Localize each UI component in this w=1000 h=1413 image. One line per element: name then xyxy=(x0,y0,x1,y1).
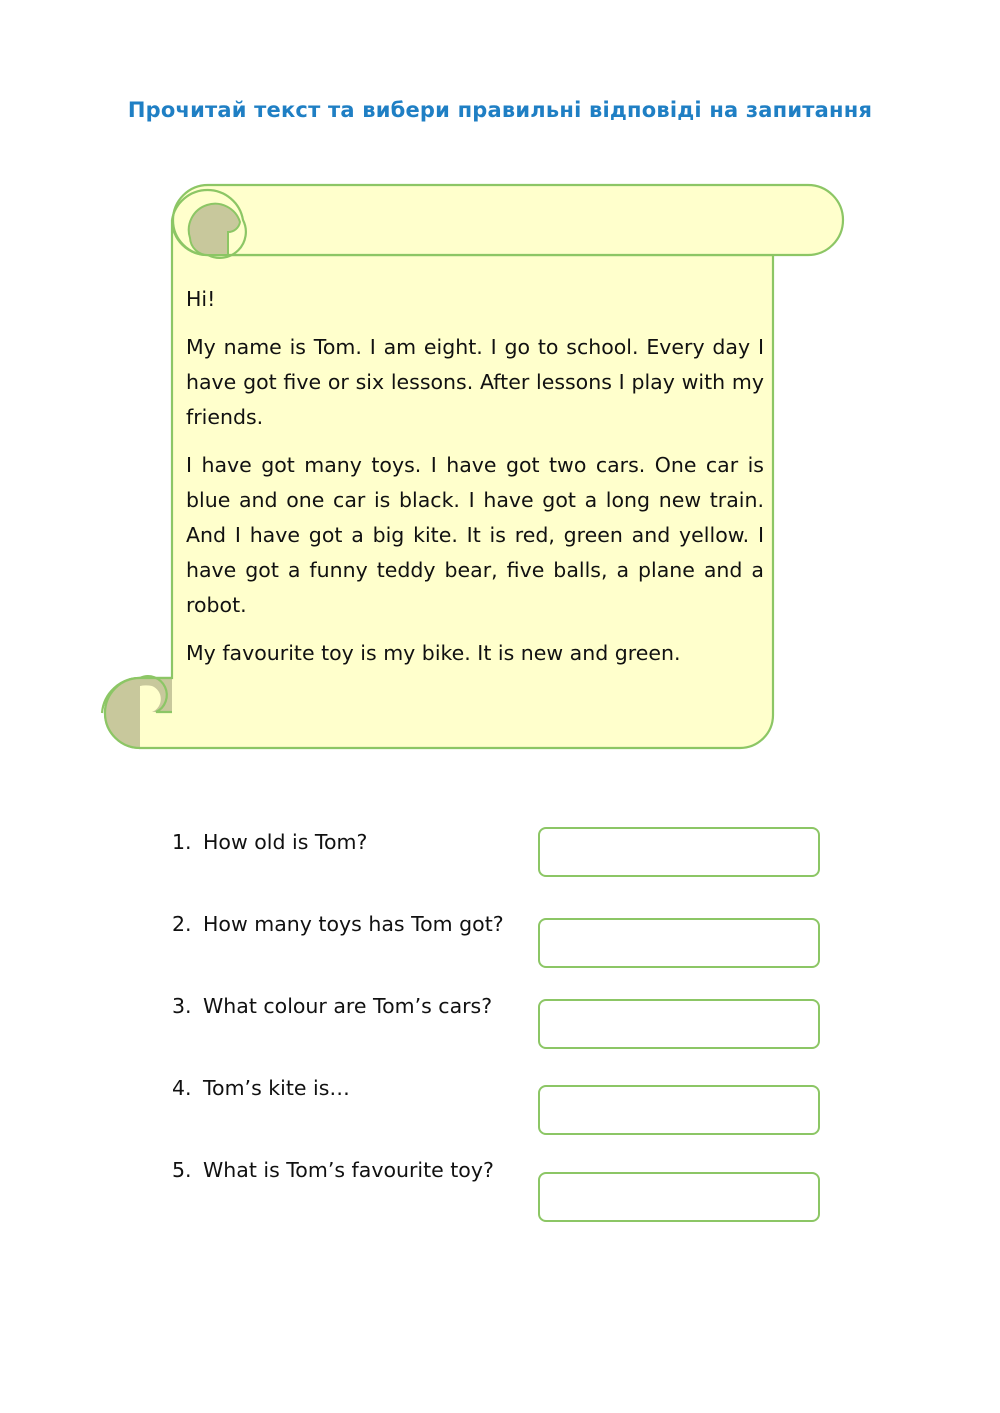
question-text: 3. What colour are Tom’s cars? xyxy=(172,994,493,1018)
answer-field-4[interactable] xyxy=(538,1085,820,1135)
question-text: 1. How old is Tom? xyxy=(172,830,368,854)
question-row-5 xyxy=(172,1158,872,1218)
scroll-top-roll xyxy=(173,185,843,255)
question-text: 5. What is Tom’s favourite toy? xyxy=(172,1158,494,1182)
answer-field-2[interactable] xyxy=(538,918,820,968)
letter-paragraph: My name is Tom. I am eight. I go to school. Every day I have got five or six lessons. After lessons I play with my friends. xyxy=(186,335,764,429)
letter-paragraph: My favourite toy is my bike. It is new and green. xyxy=(186,641,681,665)
question-text: 2. How many toys has Tom got? xyxy=(172,912,504,936)
question-row-1 xyxy=(172,830,872,890)
letter-paragraph: I have got many toys. I have got two cars. One car is blue and one car is black. I have got a long new train. And I have got a big kite. It is red, green and yellow. I have got a funny teddy bear, five balls, a plane and a robot. xyxy=(186,453,764,617)
letter-text xyxy=(186,282,764,684)
question-text: 4. Tom’s kite is… xyxy=(172,1076,350,1100)
answer-field-1[interactable] xyxy=(538,827,820,877)
letter-greeting: Hi! xyxy=(186,287,216,311)
question-row-2 xyxy=(172,912,872,972)
question-row-3 xyxy=(172,994,872,1054)
answer-field-3[interactable] xyxy=(538,999,820,1049)
answer-field-5[interactable] xyxy=(538,1172,820,1222)
page-title: Прочитай текст та вибери правильні відповіді на запитання xyxy=(127,98,873,122)
question-row-4 xyxy=(172,1076,872,1136)
